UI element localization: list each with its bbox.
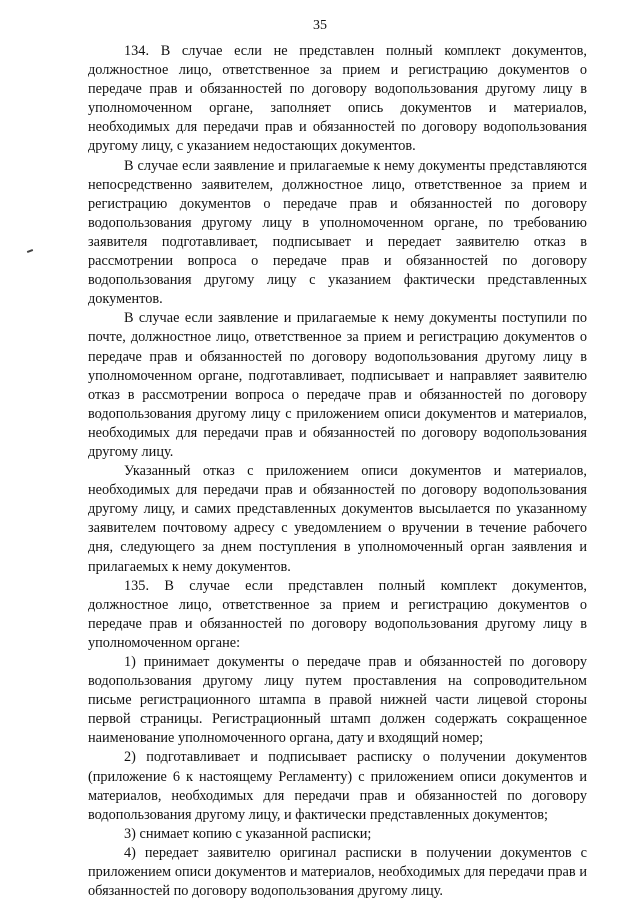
paragraph-135: 135. В случае если представлен полный комплект документов, должностное лицо, ответственное за прием и регистрацию документов о передаче прав и обязанностей по договору водопользования другому лицу в уполномоченном органе: [88,577,587,651]
list-item-3: 3) снимает копию с указанной расписки; [124,825,372,842]
paragraph-134: 134. В случае если не представлен полный комплект документов, должностное лицо, ответственное за прием и регистрацию документов о передаче прав и обязанностей по договору водопользования другому лицу в уполномоченном органе, заполняет опись документов и материалов, необходимых для передачи прав и обязанностей по договору водопользования другому лицу, с указанием недостающих документов. [88,43,587,155]
page-number: 35 [313,18,327,33]
paragraph-mail-refusal: В случае если заявление и прилагаемые к нему документы поступили по почте, должностное лицо, ответственное за прием и регистрацию документов о передаче прав и обязанностей по договору водопользования другому лицу в уполномоченном органе, подготавливает, подписывает и направляет заявителю отказ в рассмотрении вопроса о передаче прав и обязанностей по договору водопользования другому лицу с приложением описи документов и материалов, необходимых для передачи прав и обязанностей по договору водопользования другому лицу. [88,310,587,460]
list-item-4: 4) передает заявителю оригинал расписки в получении документов с приложением описи документов и материалов, необходимых для передачи прав и обязанностей по договору водопользования другому лицу. [88,844,587,900]
margin-mark [27,249,33,253]
list-item-2: 2) подготавливает и подписывает расписку о получении документов (приложение 6 к настоящему Регламенту) с приложением описи документов и материалов, необходимых для передачи прав и обязанностей по договору водопользования другому лицу, и фактически представленных документов; [88,749,587,823]
paragraph-refusal-sending: Указанный отказ с приложением описи документов и материалов, необходимых для передачи прав и обязанностей по договору водопользования другому лицу, и самих представленных документов высылается по указанному заявителем почтовому адресу с уведомлением о вручении в течение рабочего дня, следующего за днем поступления в уполномоченный орган заявления и прилагаемых к нему документов. [88,463,587,575]
list-item-1: 1) принимает документы о передаче прав и обязанностей по договору водопользования другому лицу путем проставления на сопроводительном письме регистрационного штампа в правой нижней части лицевой стороны первой страницы. Регистрационный штамп должен содержать сокращенное наименование уполномоченного органа, дату и входящий номер; [88,654,587,747]
paragraph-in-person-refusal: В случае если заявление и прилагаемые к нему документы представляются непосредственно заявителем, должностное лицо, ответственное за прием и регистрацию документов о передаче прав и обязанностей по договору водопользования другому лицу в уполномоченном органе, по требованию заявителя подготавливает, подписывает и передает заявителю отказ в рассмотрении вопроса о передаче прав и обязанностей по договору водопользования другому лицу с указанием фактически представленных документов. [88,157,587,308]
document-body [88,42,587,901]
